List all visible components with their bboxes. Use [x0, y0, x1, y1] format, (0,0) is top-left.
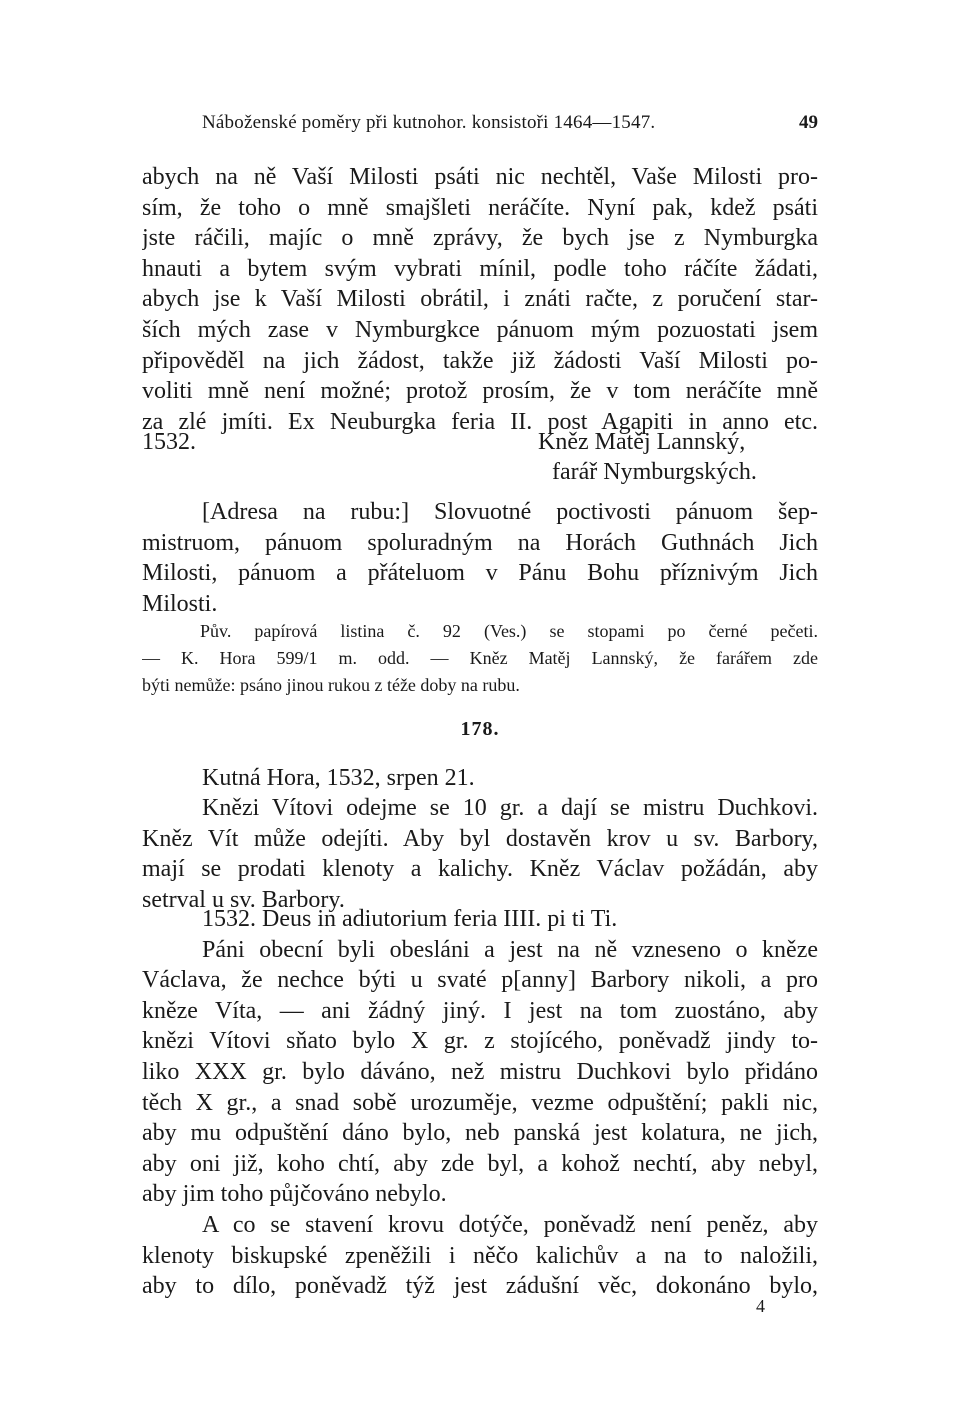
text-line: aby oni již, koho chtí, aby zde byl, a kohož nechtí, aby nebyl,	[142, 1150, 818, 1177]
page-number: 49	[799, 112, 818, 133]
letter-signature-title: farář Nymburgských.	[552, 459, 757, 485]
running-head-title: Náboženské poměry při kutnohor. konsistoři 1464—1547.	[202, 112, 656, 133]
text-line: 1532. Deus in adiutorium feria IIII. pi ti Ti.	[202, 906, 618, 932]
text-line: Milosti.	[142, 590, 218, 617]
text-line: A co se stavení krovu dotýče, poněvadž není peněz, aby	[202, 1211, 818, 1238]
text-line: ších mých zase v Nymburgkce pánuom mým pozuostati jsem	[142, 316, 818, 343]
letter-year: 1532.	[142, 429, 196, 455]
text-line: za zlé jmíti. Ex Neuburgka feria II. post Agapiti in anno etc.	[142, 408, 818, 435]
text-line: klenoty biskupské zpeněžili i něčo kalichův a na to naložili,	[142, 1242, 818, 1269]
document-body	[142, 904, 818, 1302]
note-line: — K. Hora 599/1 m. odd. — Kněz Matěj Lannský, že farářem zde	[142, 648, 818, 668]
printer-signature-mark: 4	[756, 1296, 765, 1316]
note-line: býti nemůže: psáno jinou rukou z téže doby na rubu.	[142, 675, 520, 695]
text-line: aby mu odpuštění dáno bylo, neb panská jest kolatura, ne jich,	[142, 1120, 818, 1147]
text-line: připověděl na jich žádost, takže již žádosti Vaší Milosti po-	[142, 347, 818, 374]
text-line: sím, že toho o mně smajšleti neráčíte. Nyní pak, kdež psáti	[142, 194, 818, 221]
text-line: aby to dílo, poněvadž týž jest zádušní věc, dokonáno bylo,	[142, 1273, 818, 1300]
text-line: jste ráčili, majíc o mně zprávy, že bych jse z Nymburgka	[142, 225, 818, 252]
letter-body	[142, 162, 818, 437]
text-line: kněze Víta, — ani žádný jiný. I jest na tom zuostáno, aby	[142, 997, 818, 1024]
text-line: abych jse k Vaší Milosti obrátil, i znáti račte, z poručení star-	[142, 286, 818, 313]
document-place-date: Kutná Hora, 1532, srpen 21.	[202, 765, 475, 791]
address-note	[142, 497, 818, 619]
text-line: Kněz Vít může odejíti. Aby byl dostavěn krov u sv. Barbory,	[142, 825, 818, 852]
text-line: mistruom, pánuom spoluradným na Horách Guthnách Jich	[142, 529, 818, 556]
text-line: mají se prodati klenoty a kalichy. Kněz Václav požádán, aby	[142, 856, 818, 883]
text-line: liko XXX gr. bylo dáváno, než mistru Duchkovi bylo přidáno	[142, 1058, 818, 1085]
source-note	[142, 618, 818, 699]
note-line: Pův. papírová listina č. 92 (Ves.) se stopami po černé pečeti.	[200, 621, 818, 641]
document-regest	[142, 793, 818, 915]
running-head	[202, 112, 818, 134]
document-number: 178.	[460, 718, 500, 740]
text-line: knězi Vítovi sňato bylo X gr. z stojícého, poněvadž jindy to-	[142, 1028, 818, 1055]
text-line: abych na ně Vaší Milosti psáti nic nechtěl, Vaše Milosti pro-	[142, 164, 818, 190]
text-line: voliti mně není možné; protož prosím, že v tom neráčíte mně	[142, 378, 818, 405]
text-line: Milosti, pánuom a přáteluom v Pánu Bohu příznivým Jich	[142, 560, 818, 587]
letter-signature-name: Kněz Matěj Lannský,	[538, 429, 746, 455]
text-line: aby jim toho půjčováno nebylo.	[142, 1181, 447, 1208]
text-line: hnauti a bytem svým vybrati mínil, podle toho ráčíte žádati,	[142, 255, 818, 282]
text-line: [Adresa na rubu:] Slovuotné poctivosti pánuom šep-	[202, 499, 818, 525]
text-line: těch X gr., a snad sobě urozuměje, vezme odpuštění; pakli nic,	[142, 1089, 818, 1116]
text-line: Páni obecní byli obesláni a jest na ně vzneseno o kněze	[202, 936, 818, 963]
text-line: Knězi Vítovi odejme se 10 gr. a dají se mistru Duchkovi.	[202, 795, 818, 821]
text-line: setrval u sv. Barbory.	[142, 886, 345, 913]
text-line: Václava, že nechce býti u svaté p[anny] Barbory nikoli, a pro	[142, 967, 818, 994]
